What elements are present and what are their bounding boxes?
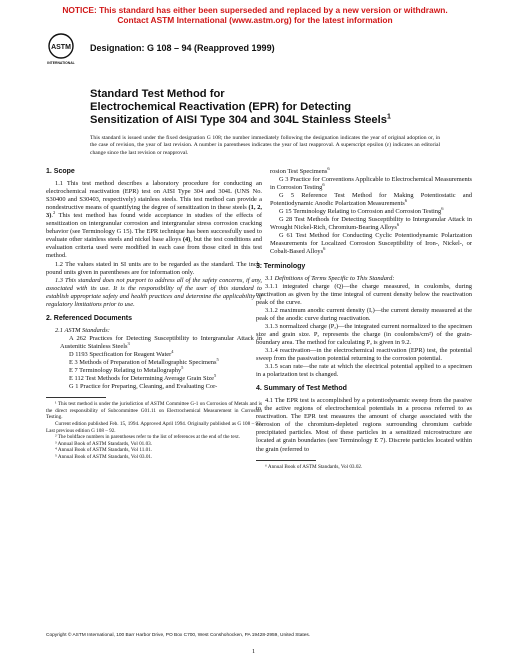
footnote-rule: [46, 397, 106, 398]
footnotes: [46, 401, 262, 460]
reference-item: E 3 Methods of Preparation of Metallographic Specimens$^5$: [69, 356, 219, 367]
title-line-2: Electrochemical Reactivation (EPR) for Detecting: [90, 101, 352, 113]
para-1-3: 1.3 This standard does not purport to address all of the safety concerns, if any, associated with its use. It is the responsibility of the user of this standard to establish appropriate safety and health practices and determine the applicability of regulatory limitations prior to use.: [46, 276, 262, 308]
para-3-1-4: 3.1.4 reactivation—in the electrochemical reactivation (EPR) test, the potential sweep from the passivation potential returning to the corrosion potential.: [256, 346, 472, 363]
svg-text:INTERNATIONAL: INTERNATIONAL: [47, 61, 75, 65]
reference-item: G 1 Practice for Preparing, Cleaning, and Evaluating Cor-: [69, 383, 218, 391]
para-3-1-1: 3.1.1 integrated charge (Q)—the charge measured, in coulombs, during reactivation as given by the time integral of current density below the reactivation peak of the curve.: [256, 282, 472, 306]
reference-list: [46, 335, 262, 391]
section-heading-referenced-documents: 2. Referenced Documents: [46, 314, 132, 322]
reference-item: A 262 Practices for Detecting Susceptibility to Intergranular Attack in Austenitic Stainless Steels$^3$: [60, 334, 262, 350]
para-3-1: 3.1 Definitions of Terms Specific to This Standard:: [265, 274, 395, 282]
right-column: [256, 165, 472, 470]
reference-item: E 7 Terminology Relating to Metallography$^5$: [69, 364, 184, 375]
footnote: ⁵ Annual Book of ASTM Standards, Vol 03.01.: [55, 453, 153, 460]
footnote: ⁴ Annual Book of ASTM Standards, Vol 11.01.: [55, 447, 153, 454]
reference-item: E 112 Test Methods for Determining Average Grain Size$^5$: [69, 373, 217, 383]
reference-item: G 28 Test Methods for Detecting Susceptibility to Intergranular Attack in Wrought Nickel-Rich, Chromium-Bearing Alloys$^6$: [270, 216, 472, 232]
para-1-1: 1.1 This test method describes a laboratory procedure for conducting an electrochemical reactivation (EPR) test on AISI Type 304 and 304L (UNS No. S30400 and S30403, respectively) stainless steels. This test method can provide a nondestructive means of quantifying the degree of sensitization in these steels (1, 2, 3).$^2$ This test method has found wide acceptance in studies of the effects of sensitization on intergranular corrosion and intergranular stress corrosion cracking behavior (see Terminology G 15). The EPR technique has been successfully used to evaluate other stainless steels and nickel base alloys (4), but the test conditions and evaluation criteria used were modified in each case from those cited in this test method.: [46, 180, 263, 260]
svg-text:ASTM: ASTM: [51, 44, 71, 51]
reference-item: G 5 Reference Test Method for Making Potentiostatic and Potentiodynamic Anodic Polarization Measurements$^6$: [270, 192, 472, 208]
para-1-2: 1.2 The values stated in SI units are to be regarded as the standard. The inch-pound units given in parentheses are for information only.: [46, 260, 262, 276]
document-title: [90, 88, 490, 127]
title-line-3: Sensitization of AISI Type 304 and 304L Stainless Steels$^1$: [90, 113, 391, 126]
para-3-1-3: 3.1.3 normalized charge (Pₐ)—the integrated current normalized to the specimen size and grain size. Pₐ represents the charge (in coulombs/cm²) of the grain-boundary area. The method for calculating Pₐ is given in 9.2.: [256, 322, 472, 346]
reference-list-continued: [256, 165, 472, 257]
reference-item: G 15 Terminology Relating to Corrosion and Corrosion Testing$^6$: [279, 206, 444, 216]
para-3-1-5: 3.1.5 scan rate—the rate at which the electrical potential applied to a specimen in a polarization test is changed.: [256, 363, 472, 379]
astm-logo-icon: [46, 32, 76, 66]
reference-item: G 3 Practice for Conventions Applicable to Electrochemical Measurements in Corrosion Testing$^6$: [270, 176, 472, 192]
para-2-1: 2.1 ASTM Standards:: [55, 326, 110, 334]
section-heading-scope: 1. Scope: [46, 168, 75, 175]
designation: Designation: G 108 – 94 (Reapproved 1999): [90, 43, 275, 53]
footnote-rule: [256, 460, 316, 461]
copyright-footer: Copyright © ASTM International, 100 Barr Harbor Drive, PO Box C700, West Conshohocken, PA 19428-2959, United States.: [46, 633, 311, 638]
title-footnote-mark: 1: [387, 113, 391, 121]
reference-item: G 61 Test Method for Conducting Cyclic Potentiodynamic Polarization Measurements for Localized Corrosion Susceptibility of Iron-, Nickel-, or Cobalt-Based Alloys$^6$: [270, 232, 472, 256]
left-column: [46, 168, 262, 461]
footnote: Current edition published Feb. 15, 1994. Approved April 1994. Originally published as G 108 – 92. Last previous edition G 108 – 92.: [46, 421, 262, 434]
notice-line-2: Contact ASTM International (www.astm.org) for the latest information: [117, 15, 393, 25]
title-line-1: Standard Test Method for: [90, 88, 225, 100]
footnote: ¹ This test method is under the jurisdiction of ASTM Committee G-1 on Corrosion of Metals and is the direct responsibility of Subcommittee G01.11 on Electrochemical Measurement in Corrosion Testing.: [46, 401, 262, 421]
section-heading-terminology: 3. Terminology: [256, 262, 306, 270]
para-4-1: 4.1 The EPR test is accomplished by a potentiodynamic sweep from the passive to the active regions of electrochemical potentials in a process referred to as reactivation. The EPR test measures the amount of charge associated with the corrosion of the chromium-depleted regions surrounding chromium carbide precipitated particles. Most of these particles in a sensitized microstructure are located at grain boundaries (see Terminology E 7). Discrete particles located within the grain (referred to: [256, 397, 472, 453]
reference-item: rosion Test Specimens$^6$: [270, 165, 330, 175]
footnote: ³ Annual Book of ASTM Standards, Vol 01.03.: [55, 440, 153, 447]
reference-item: D 1193 Specification for Reagent Water$^4$: [69, 348, 174, 358]
section-heading-summary: 4. Summary of Test Method: [256, 385, 347, 393]
footnote: ² The boldface numbers in parentheses refer to the list of references at the end of the text.: [55, 434, 240, 441]
notice-line-1: NOTICE: This standard has either been superseded and replaced by a new version or withdrawn.: [62, 5, 448, 15]
page-number: 1: [252, 648, 256, 655]
para-3-1-2: 3.1.2 maximum anodic current density (Iᵣ)—the current density measured at the peak of the anodic curve during reactivation.: [256, 306, 472, 322]
footnote-6: ⁶ Annual Book of ASTM Standards, Vol 03.02.: [265, 463, 363, 470]
notice-banner: [0, 5, 510, 25]
issuance-note: This standard is issued under the fixed designation G 108; the number immediately following the designation indicates the year of original adoption or, in the case of revision, the year of last revision. A number in parentheses indicates the year of last reapproval. A superscript epsilon (ε) indicates an editorial change since the last revision or reapproval.: [90, 135, 440, 156]
